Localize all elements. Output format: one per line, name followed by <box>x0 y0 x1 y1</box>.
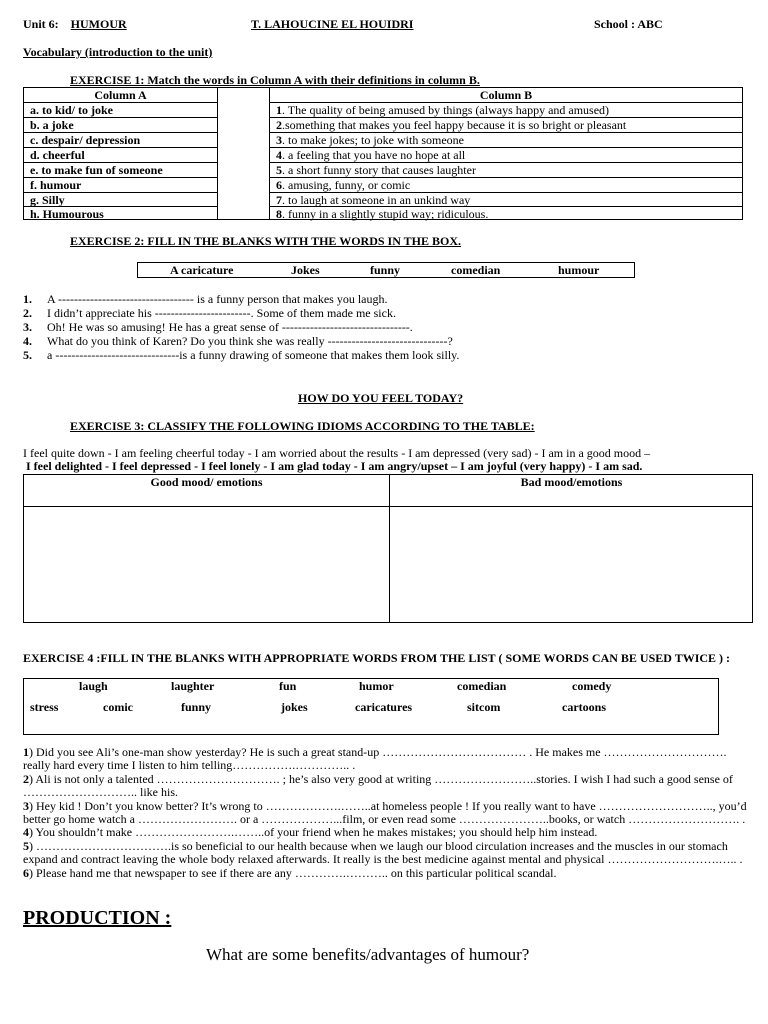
box-word: fun <box>279 679 297 693</box>
exercise2-sentence: 4. What do you think of Karen? Do you think she was really ------------------------------? <box>23 334 453 348</box>
idioms-line-2: I feel delighted - I feel depressed - I feel lonely - I am glad today - I am angry/upset – I am joyful (very happy) - I am sad. <box>26 459 643 473</box>
production-question: What are some benefits/advantages of humour? <box>206 945 530 964</box>
exercise4-item: 4) You shouldn’t make …………………….……..of your friend when he makes mistakes; you should help him instead. <box>23 825 598 840</box>
exercise4-item: 5) …………………………….is so beneficial to our health because when we laugh our blood circulation increases and the muscles in our stomach expand and contract leaving the whole body relaxed afterwards. It really is the best medicine against mental and physical ……………………….….. . <box>23 838 743 867</box>
exercise4-item: 1) Did you see Ali’s one-man show yesterday? He is such a great stand-up ……………………………… . He makes me …………………………. really hard every time I listen to him telling…………….………….. . <box>23 745 727 773</box>
column-b-item: 5. a short funny story that causes laughter <box>270 162 742 177</box>
box-word: comedian <box>457 679 507 693</box>
box-word: laughter <box>171 679 215 693</box>
column-a-item: f. humour <box>24 177 217 192</box>
box-word: funny <box>370 263 401 277</box>
exercise4-item: 3) Hey kid ! Don’t you know better? It’s wrong to ……………….……..at homeless people ! If you really want to have ……………………….., you’d better go home watch a ……………………. or a ………………...film, or even read some …………………..books, or watch ………………………. . <box>23 798 747 827</box>
exercise2-sentence: 5. a -------------------------------is a funny drawing of someone that makes them look silly. <box>23 348 460 362</box>
exercise1-title: EXERCISE 1: Match the words in Column A with their definitions in column B. <box>70 73 480 87</box>
box-word: sitcom <box>467 700 501 714</box>
box-word: funny <box>181 700 212 714</box>
column-a-item: b. a joke <box>24 117 217 132</box>
box-word: Jokes <box>291 263 320 277</box>
box-word: caricatures <box>355 700 413 714</box>
idioms-line-1: I feel quite down - I am feeling cheerful today - I am worried about the results - I am depressed (very sad) - I am in a good mood – <box>23 446 651 460</box>
good-mood-header: Good mood/ emotions <box>150 475 263 489</box>
column-a-item: g. Silly <box>24 192 217 207</box>
column-a-item: a. to kid/ to joke <box>24 102 217 117</box>
school-name: School : ABC <box>594 17 663 31</box>
teacher-name: T. LAHOUCINE EL HOUIDRI <box>251 17 414 31</box>
column-b-item: 1. The quality of being amused by things (always happy and amused) <box>270 102 742 117</box>
box-word: comedian <box>451 263 501 277</box>
exercise2-sentence: 2. I didn’t appreciate his ------------------------. Some of them made me sick. <box>23 306 396 320</box>
production-heading: PRODUCTION : <box>23 907 172 929</box>
answer-column <box>217 87 270 220</box>
box-word: comic <box>103 700 133 714</box>
box-word: stress <box>30 700 59 714</box>
column-b-item: 4. a feeling that you have no hope at all <box>270 147 742 162</box>
column-a <box>23 87 218 220</box>
column-b-item: 2.something that makes you feel happy because it is so bright or pleasant <box>270 117 742 132</box>
exercise4-word-box <box>23 678 719 735</box>
column-a-item: c. despair/ depression <box>24 132 217 147</box>
vocabulary-heading: Vocabulary (introduction to the unit) <box>23 45 213 59</box>
column-b-item: 3. to make jokes; to joke with someone <box>270 132 742 147</box>
exercise2-word-box <box>137 262 635 278</box>
column-b-item: 6. amusing, funny, or comic <box>270 177 742 192</box>
box-word: humour <box>558 263 600 277</box>
column-a-item: h. Humourous <box>24 206 217 221</box>
exercise4-item: 2) Ali is not only a talented …………………………. ; he’s also very good at writing ……………………..stories. I wish I had such a good sense of ……………………….. like his. <box>23 771 733 800</box>
feel-heading: HOW DO YOU FEEL TODAY? <box>298 391 464 405</box>
bad-mood-header: Bad mood/emotions <box>520 475 623 489</box>
box-word: cartoons <box>562 700 606 714</box>
column-a-item: e. to make fun of someone <box>24 162 217 177</box>
column-b-item: 7. to laugh at someone in an unkind way <box>270 192 742 207</box>
column-b <box>269 87 743 220</box>
exercise3-table <box>23 474 753 623</box>
box-word: jokes <box>281 700 308 714</box>
exercise4-item: 6) Please hand me that newspaper to see if there are any ………….……….. on this particular political scandal. <box>23 865 557 880</box>
exercise1-table <box>23 87 743 220</box>
box-word: A caricature <box>170 263 234 277</box>
box-word: humor <box>359 679 394 693</box>
exercise4-items <box>23 746 753 880</box>
column-a-header: Column A <box>94 88 147 102</box>
exercise3-title: EXERCISE 3: CLASSIFY THE FOLLOWING IDIOMS ACCORDING TO THE TABLE: <box>70 419 535 433</box>
exercise2-title: EXERCISE 2: FILL IN THE BLANKS WITH THE WORDS IN THE BOX. <box>70 234 462 248</box>
column-b-item: 8. funny in a slightly stupid way; ridiculous. <box>270 206 742 221</box>
exercise4-title: EXERCISE 4 :FILL IN THE BLANKS WITH APPROPRIATE WORDS FROM THE LIST ( SOME WORDS CAN BE USED TWICE ) : <box>23 651 731 665</box>
column-b-header: Column B <box>479 88 533 102</box>
exercise2-sentence: 3. Oh! He was so amusing! He has a great sense of --------------------------------. <box>23 320 413 334</box>
column-a-item: d. cheerful <box>24 147 217 162</box>
exercise2-sentence: 1. A ---------------------------------- is a funny person that makes you laugh. <box>23 292 388 306</box>
box-word: comedy <box>572 679 612 693</box>
unit-name: HUMOUR <box>70 17 127 31</box>
box-word: laugh <box>79 679 108 693</box>
unit-label: Unit 6: HUMOUR <box>23 17 127 31</box>
